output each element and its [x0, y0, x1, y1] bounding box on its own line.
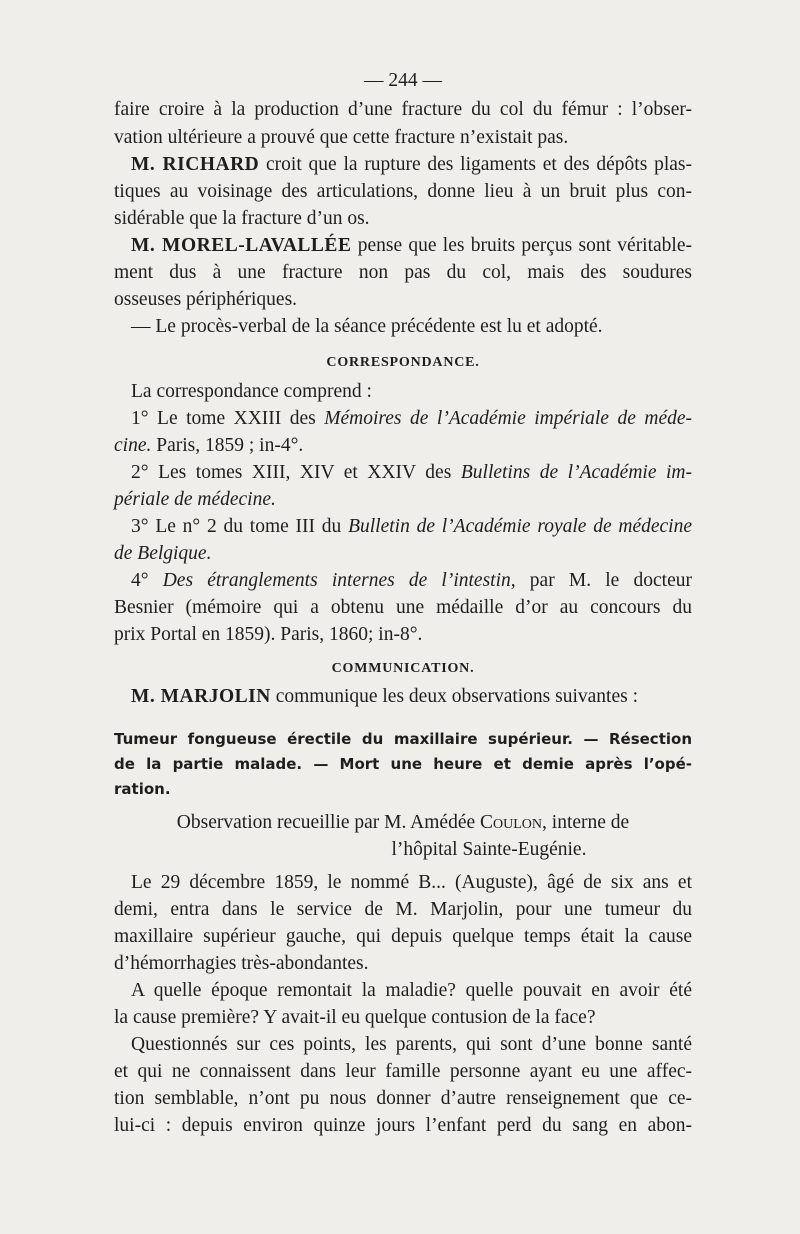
item-text: 4° — [131, 570, 163, 591]
paragraph-line: Le 29 décembre 1859, le nommé B... (Auguste), âgé de six ans et — [131, 872, 692, 893]
paragraph-line: la cause première? Y avait-il eu quelque contusion de la face? — [114, 1007, 596, 1028]
list-item-line: prix Portal en 1859). Paris, 1860; in-8°. — [114, 624, 423, 645]
list-item — [131, 407, 692, 431]
speaker-name: M. MOREL-LAVALLÉE — [131, 235, 352, 256]
paragraph-line: faire croire à la production d’une fracture du col du fémur : l’obser- — [114, 99, 692, 120]
paragraph-line: tion semblable, n’ont pu nous donner d’autre renseignement que ce- — [114, 1088, 692, 1109]
list-item — [131, 515, 692, 539]
paragraph-line: tiques au voisinage des articulations, donne lieu à un bruit plus con- — [114, 181, 692, 202]
paragraph-line: A quelle époque remontait la maladie? quelle pouvait en avoir été — [131, 980, 692, 1001]
paragraph-line: vation ultérieure a prouvé que cette fracture n’existait pas. — [114, 127, 569, 148]
paragraph-line: Questionnés sur ces points, les parents, qui sont d’une bonne santé — [131, 1034, 692, 1055]
list-item — [131, 569, 692, 593]
case-title-line: de la partie malade. — Mort une heure et demie après l’opé- — [114, 755, 692, 773]
paragraph-line — [131, 685, 692, 709]
item-title: Mémoires de l’Académie impériale de méde- — [324, 408, 692, 429]
list-item-line — [114, 434, 692, 458]
case-title-line: Tumeur fongueuse érectile du maxillaire supérieur. — Résection — [114, 730, 692, 748]
item-text: 1° Le tome XXIII des — [131, 408, 325, 429]
item-text: 2° Les tomes XIII, XIV et XXIV des — [131, 462, 461, 483]
list-item — [131, 461, 692, 485]
list-item-line: Besnier (mémoire qui a obtenu une médaille d’or au concours du — [114, 597, 692, 618]
paragraph-line: La correspondance comprend : — [131, 381, 372, 402]
author-name: Coulon — [480, 812, 543, 833]
credit-text: , interne de — [542, 812, 630, 833]
item-text: 3° Le n° 2 du tome III du — [131, 516, 349, 537]
case-title-line: ration. — [114, 780, 171, 798]
paragraph-text: croit que la rupture des ligaments et des dépôts plas- — [266, 154, 693, 175]
item-title: Des étranglements internes de l’intestin, — [162, 570, 516, 591]
list-item-line — [114, 488, 692, 512]
paragraph-line: et qui ne connaissent dans leur famille personne ayant eu une affec- — [114, 1061, 692, 1082]
section-heading: CORRESPONDANCE. — [326, 355, 480, 370]
paragraph-line: demi, entra dans le service de M. Marjolin, pour une tumeur du — [114, 899, 692, 920]
list-item-line — [114, 542, 692, 566]
paragraph-line — [131, 234, 692, 258]
observation-credit: l’hôpital Sainte-Eugénie. — [391, 839, 587, 860]
paragraph-line: osseuses périphériques. — [114, 289, 298, 310]
page-number: — 244 — — [364, 70, 442, 91]
paragraph-line: ment dus à une fracture non pas du col, mais des soudures — [114, 262, 692, 283]
paragraph-line: — Le procès-verbal de la séance précédente est lu et adopté. — [131, 316, 603, 337]
credit-text: Observation recueillie par M. Amédée — [176, 812, 481, 833]
speaker-name: M. MARJOLIN — [131, 686, 271, 707]
speaker-name: M. RICHARD — [131, 154, 260, 175]
paragraph-text: communique les deux observations suivantes : — [275, 686, 639, 707]
item-title: périale de médecine. — [114, 489, 276, 510]
paragraph-line — [131, 153, 692, 177]
item-title: Bulletins de l’Académie im- — [460, 462, 693, 483]
item-title: Bulletin de l’Académie royale de médecine — [348, 516, 692, 537]
item-title: cine. — [114, 435, 152, 456]
item-title: de Belgique. — [114, 543, 212, 564]
paragraph-text: pense que les bruits perçus sont véritable- — [357, 235, 692, 256]
observation-credit — [114, 811, 692, 835]
paragraph-line: d’hémorrhagies très-abondantes. — [114, 953, 369, 974]
item-text: Paris, 1859 ; in-4°. — [151, 435, 304, 456]
paragraph-line: maxillaire supérieur gauche, qui depuis quelque temps était la cause — [114, 926, 692, 947]
item-text: par M. le docteur — [515, 570, 692, 591]
section-heading: COMMUNICATION. — [331, 661, 475, 676]
paragraph-line: lui-ci : depuis environ quinze jours l’enfant perd du sang en abon- — [114, 1115, 692, 1136]
paragraph-line: sidérable que la fracture d’un os. — [114, 208, 370, 229]
